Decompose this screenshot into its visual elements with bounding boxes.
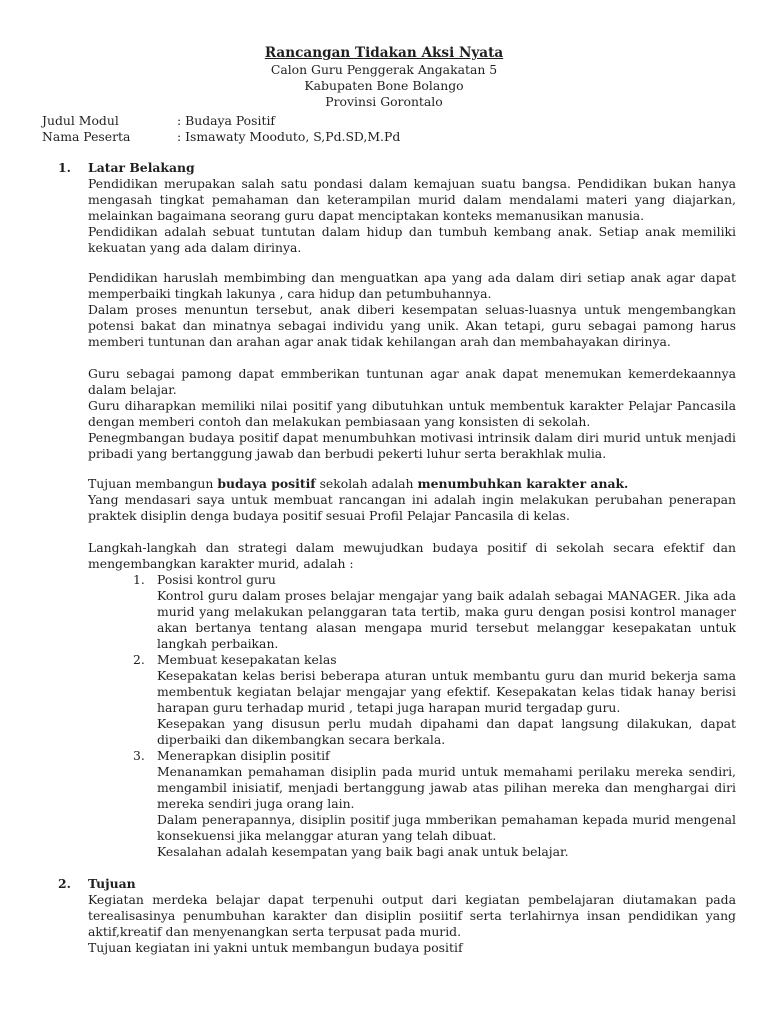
list-item-paragraph: Kesepakan yang disusun perlu mudah dipahami dan dapat langsung dilakukan, dapat diperbaiki dan dikembangkan secara berkala.: [157, 716, 736, 747]
peserta-label: Nama Peserta: [42, 129, 131, 144]
modul-value: : Budaya Positif: [177, 113, 275, 128]
list-item: [133, 652, 736, 748]
paragraph: Langkah-langkah dan strategi dalam mewujudkan budaya positif di sekolah secara efektif dan mengembangkan karakter murid, adalah :: [88, 540, 736, 571]
list-item: [133, 748, 736, 860]
list-item-paragraph: Kesalahan adalah kesempatan yang baik bagi anak untuk belajar.: [157, 844, 569, 859]
bold-text-run: budaya positif: [217, 476, 316, 491]
list-item-title: Posisi kontrol guru: [157, 572, 276, 587]
subtitle-province: Provinsi Gorontalo: [325, 94, 443, 109]
paragraph: Tujuan kegiatan ini yakni untuk membangun budaya positif: [88, 940, 463, 955]
section-content-tujuan: [88, 892, 736, 956]
section-title: Latar Belakang: [88, 160, 195, 175]
document-meta: [42, 113, 400, 145]
peserta-value: : Ismawaty Mooduto, S,Pd.SD,M.Pd: [177, 129, 401, 144]
modul-label: Judul Modul: [42, 113, 119, 128]
document-header: [0, 0, 768, 110]
list-item-number: 2.: [133, 652, 145, 667]
list-item-paragraph: Menanamkan pemahaman disiplin pada murid untuk memahami perilaku mereka sendiri, mengambil inisiatif, menjadi bertanggung jawab atas pilihan mereka dan menghargai diri mereka sendiri juga orang lain.: [157, 764, 736, 811]
list-item-paragraph: Kontrol guru dalam proses belajar mengajar yang baik adalah sebagai MANAGER. Jika ada murid yang melakukan pelanggaran tata tertib, maka guru dengan posisi kontrol manager akan bertanya tentang alasan mengapa murid tersebut melanggar kesepakatan untuk langkah perbaikan.: [157, 588, 736, 651]
section-heading-tujuan: [58, 876, 736, 892]
list-item-number: 1.: [133, 572, 145, 587]
meta-row-modul: [42, 113, 400, 129]
subtitle-regency: Kabupaten Bone Bolango: [304, 78, 464, 93]
section-content-latar-belakang: [88, 176, 736, 860]
list-item-paragraph: Dalam penerapannya, disiplin positif juga mmberikan pemahaman kepada murid mengenal konsekuensi jika melanggar aturan yang telah dibuat.: [157, 812, 736, 843]
list-item-number: 3.: [133, 748, 145, 763]
text-run: Tujuan membangun: [88, 476, 218, 491]
list-item-paragraph: Kesepakatan kelas berisi beberapa aturan untuk membantu guru dan murid bekerja sama membentuk kegiatan belajar mengajar yang efektif. Kesepakatan kelas tidak hanay berisi harapan guru terhadap murid , tetapi juga harapan murid tergadap guru.: [157, 668, 736, 715]
list-item: [133, 572, 736, 652]
section-heading-latar-belakang: [58, 160, 736, 176]
paragraph: Yang mendasari saya untuk membuat rancangan ini adalah ingin melakukan perubahan penerapan praktek disiplin denga budaya positif sesuai Profil Pelajar Pancasila di kelas.: [88, 492, 736, 523]
document-body: [58, 160, 736, 956]
document-title: Rancangan Tidakan Aksi Nyata: [264, 45, 504, 61]
section-title: Tujuan: [88, 876, 136, 891]
bold-text-run: menumbuhkan karakter anak.: [417, 476, 629, 491]
paragraph: Penegmbangan budaya positif dapat menumbuhkan motivasi intrinsik dalam diri murid untuk menjadi pribadi yang bertanggung jawab dan berbudi pekerti luhur serta berakhlak mulia.: [88, 430, 736, 461]
paragraph: Guru sebagai pamong dapat emmberikan tuntunan agar anak dapat menemukan kemerdekaannya dalam belajar.: [88, 366, 736, 397]
paragraph: Dalam proses menuntun tersebut, anak diberi kesempatan seluas-luasnya untuk mengembangkan potensi bakat dan minatnya sebagai individu yang unik. Akan tetapi, guru sebagai pamong harus memberi tuntunan dan arahan agar anak tidak kehilangan arah dan membahayakan dirinya.: [88, 302, 736, 349]
paragraph: Pendidikan merupakan salah satu pondasi dalam kemajuan suatu bangsa. Pendidikan bukan hanya mengasah tingkat pemahaman dan keterampilan murid dalam mendalami materi yang diajarkan, melainkan bagaimana seorang guru dapat menciptakan konteks memanusikan manusia.: [88, 176, 736, 223]
section-number: 2.: [58, 876, 71, 891]
paragraph: Kegiatan merdeka belajar dapat terpenuhi output dari kegiatan pembelajaran diutamakan pada terealisasinya penumbuhan karakter dan disiplin posiitif serta terlahirnya insan pendidikan yang aktif,kreatif dan menyenangkan serta terpusat pada murid.: [88, 892, 736, 939]
text-run: sekolah adalah: [315, 476, 418, 491]
list-item-title: Membuat kesepakatan kelas: [157, 652, 337, 667]
meta-row-peserta: [42, 129, 400, 145]
paragraph: Pendidikan adalah sebuat tuntutan dalam hidup dan tumbuh kembang anak. Setiap anak memiliki kekuatan yang ada dalam dirinya.: [88, 224, 736, 255]
paragraph: Pendidikan haruslah membimbing dan menguatkan apa yang ada dalam diri setiap anak agar dapat memperbaiki tingkah lakunya , cara hidup dan petumbuhannya.: [88, 270, 736, 301]
paragraph-tujuan-budaya: [88, 476, 736, 492]
subtitle-program: Calon Guru Penggerak Angakatan 5: [270, 62, 498, 77]
section-number: 1.: [58, 160, 71, 175]
paragraph: Guru diharapkan memiliki nilai positif yang dibutuhkan untuk membentuk karakter Pelajar Pancasila dengan memberi contoh dan melakukan pembiasaan yang konsisten di sekolah.: [88, 398, 736, 429]
list-item-title: Menerapkan disiplin positif: [157, 748, 330, 763]
